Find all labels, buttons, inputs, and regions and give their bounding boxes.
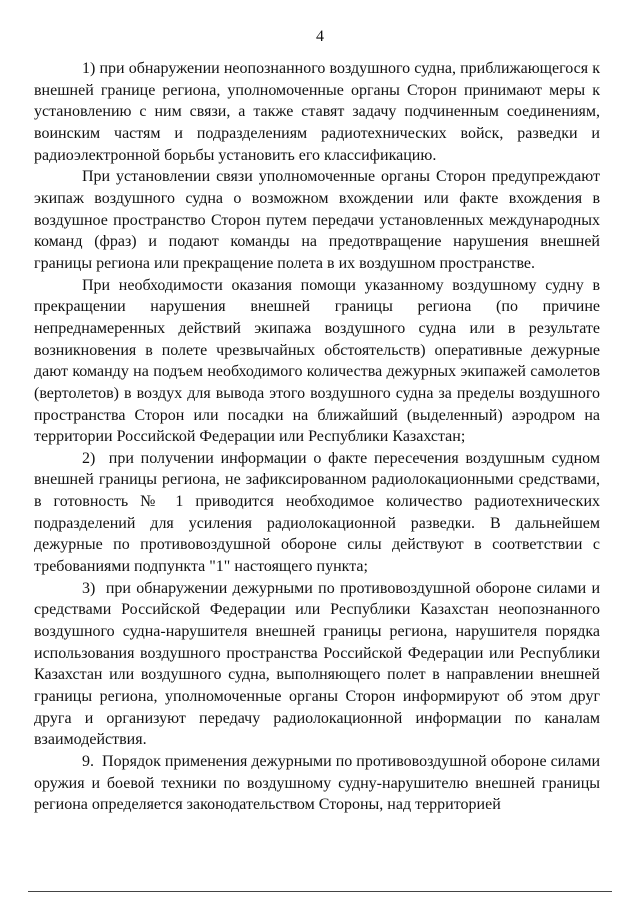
page-bottom-rule: [28, 891, 612, 892]
paragraph-subitem-2: 2) при получении информации о факте пересечения воздушным судном внешней границы региона, не зафиксированном радиолокационными средствами, в готовность № 1 приводится необходимое количество радиотехнических подразделений для усиления радиолокационной разведки. В дальнейшем дежурные по противовоздушной обороне силы действуют в соответствии с требованиями подпункта "1" настоящего пункта;: [34, 449, 600, 576]
document-body: [34, 58, 600, 816]
paragraph-subitem-1: 1) при обнаружении неопознанного воздушного судна, приближающегося к внешней границе региона, уполномоченные органы Сторон принимают меры к установлению с ним связи, а также ставят задачу подчиненным соединениям, воинским частям и подразделениям радиотехнических войск, разведки и радиоэлектронной борьбы установить его классификацию.: [34, 60, 600, 164]
page-number: 4: [316, 28, 324, 45]
paragraph-subitem-3: 3) при обнаружении дежурными по противовоздушной обороне силами и средствами Российской Федерации или Республики Казахстан неопознанного воздушного судна-нарушителя внешней границы региона, нарушителя порядка использования воздушного пространства Российской Федерации или Республики Казахстан или воздушного судна, выполняющего полет в направлении внешней границы региона, уполномоченные органы Сторон информируют об этом друг друга и организуют передачу радиолокационной информации по каналам взаимодействия.: [34, 579, 600, 749]
paragraph-item-9: 9. Порядок применения дежурными по противовоздушной обороне силами оружия и боевой техники по воздушному судну-нарушителю внешней границы региона определяется законодательством Стороны, над территорией: [34, 753, 600, 814]
paragraph-communication-warning: При установлении связи уполномоченные органы Сторон предупреждают экипаж воздушного судна о возможном вхождении или факте вхождения в воздушное пространство Сторон путем передачи установленных международных команд (фраз) и подают команды на предотвращение нарушения внешней границы региона или прекращение полета в их воздушном пространстве.: [34, 168, 600, 272]
paragraph-assistance: При необходимости оказания помощи указанному воздушному судну в прекращении нарушения внешней границы региона (по причине непреднамеренных действий экипажа воздушного судна или в результате возникновения в полете чрезвычайных обстоятельств) оперативные дежурные дают команду на подъем необходимого количества дежурных экипажей самолетов (вертолетов) в воздух для вывода этого воздушного судна за пределы воздушного пространства Сторон или посадки на ближайший (выделенный) аэродром на территории Российской Федерации или Республики Казахстан;: [34, 276, 600, 446]
